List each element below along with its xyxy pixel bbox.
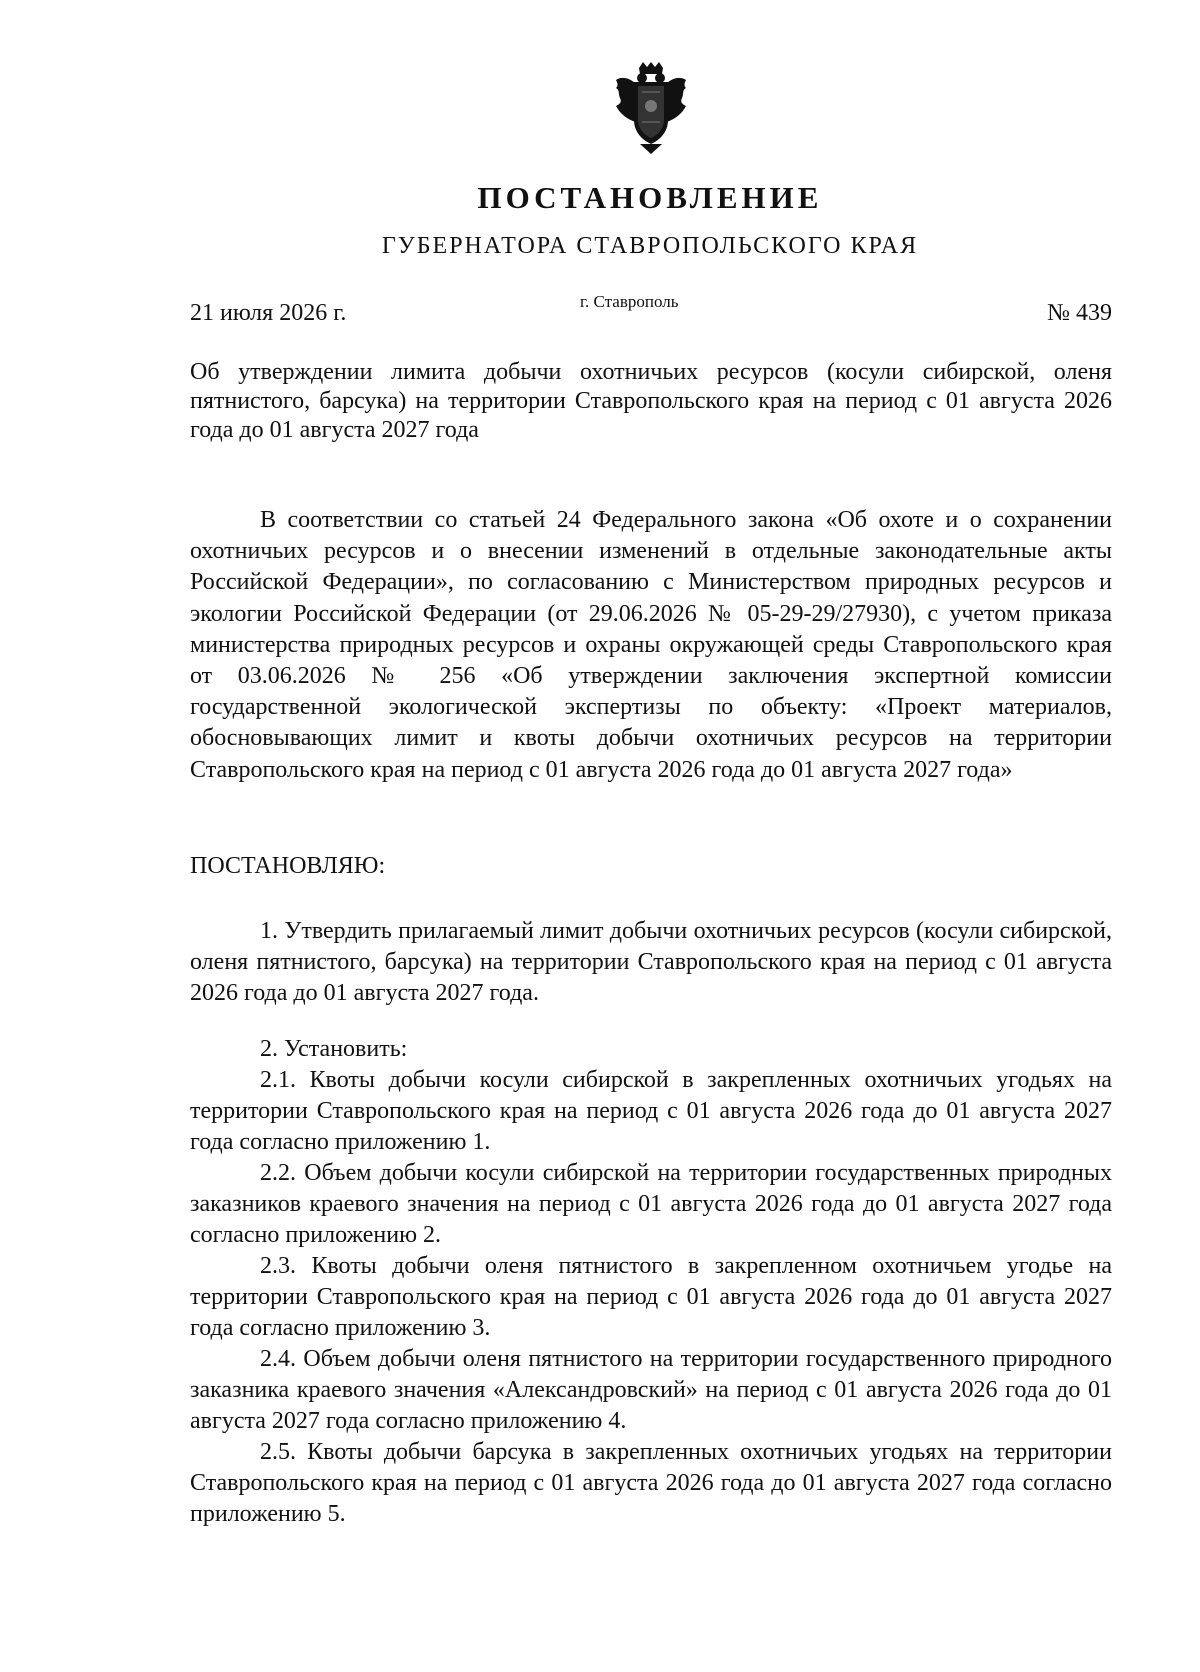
clause-1: 1. Утвердить прилагаемый лимит добычи охотничьих ресурсов (косули сибирской, оленя пятнистого, барсука) на территории Ставропольского края на период с 01 августа 2026 года до 01 августа 2027 года.: [190, 918, 1112, 1006]
clause-2-3: 2.3. Квоты добычи оленя пятнистого в закрепленном охотничьем угодье на территории Ставропольского края на период с 01 августа 2026 года до 01 августа 2027 года согласно приложению 3.: [190, 1253, 1112, 1341]
clause-2: 2. Установить:: [260, 1036, 408, 1062]
clause-2-2: 2.2. Объем добычи косули сибирской на территории государственных природных заказников краевого значения на период с 01 августа 2026 года до 01 августа 2027 года согласно приложению 2.: [190, 1160, 1112, 1248]
clause-2-4: 2.4. Объем добычи оленя пятнистого на территории государственного природного заказника краевого значения «Александровский» на период с 01 августа 2026 года до 01 августа 2027 года согласно приложению 4.: [190, 1346, 1112, 1434]
clause-2-block: [190, 1034, 1112, 1530]
stavropol-krai-coat-of-arms-icon: [612, 62, 690, 154]
clause-2-1: 2.1. Квоты добычи косули сибирской в закрепленных охотничьих угодьях на территории Ставропольского края на период с 01 августа 2026 года до 01 августа 2027 года согласно приложению 1.: [190, 1067, 1112, 1155]
document-city: г. Ставрополь: [580, 292, 679, 311]
clause-2-5: 2.5. Квоты добычи барсука в закрепленных охотничьих угодьях на территории Ставропольского края на период с 01 августа 2026 года до 01 августа 2027 года согласно приложению 5.: [190, 1439, 1112, 1527]
preamble-paragraph: В соответствии со статьей 24 Федерального закона «Об охоте и о сохранении охотничьих ресурсов и о внесении изменений в отдельные законодательные акты Российской Федерации», по согласованию с Министерством природных ресурсов и экологии Российской Федерации (от 29.06.2026 № 05-29-29/27930), с учетом приказа министерства природных ресурсов и охраны окружающей среды Ставропольского края от 03.06.2026 № 256 «Об утверждении заключения экспертной комиссии государственной экологической экспертизы по объекту: «Проект материалов, обосновывающих лимит и квоты добычи охотничьих ресурсов на территории Ставропольского края на период с 01 августа 2026 года до 01 августа 2027 года»: [190, 507, 1112, 783]
document-subtitle: ГУБЕРНАТОРА СТАВРОПОЛЬСКОГО КРАЯ: [381, 233, 919, 259]
document-date: 21 июля 2026 г.: [190, 300, 347, 326]
document-number: № 439: [1047, 300, 1112, 326]
document-subject: Об утверждении лимита добычи охотничьих ресурсов (косули сибирской, оленя пятнистого, барсука) на территории Ставропольского края на период с 01 августа 2026 года до 01 августа 2027 года: [190, 359, 1112, 443]
document-title: ПОСТАНОВЛЕНИЕ: [477, 180, 823, 215]
decree-heading: ПОСТАНОВЛЯЮ:: [190, 853, 386, 879]
